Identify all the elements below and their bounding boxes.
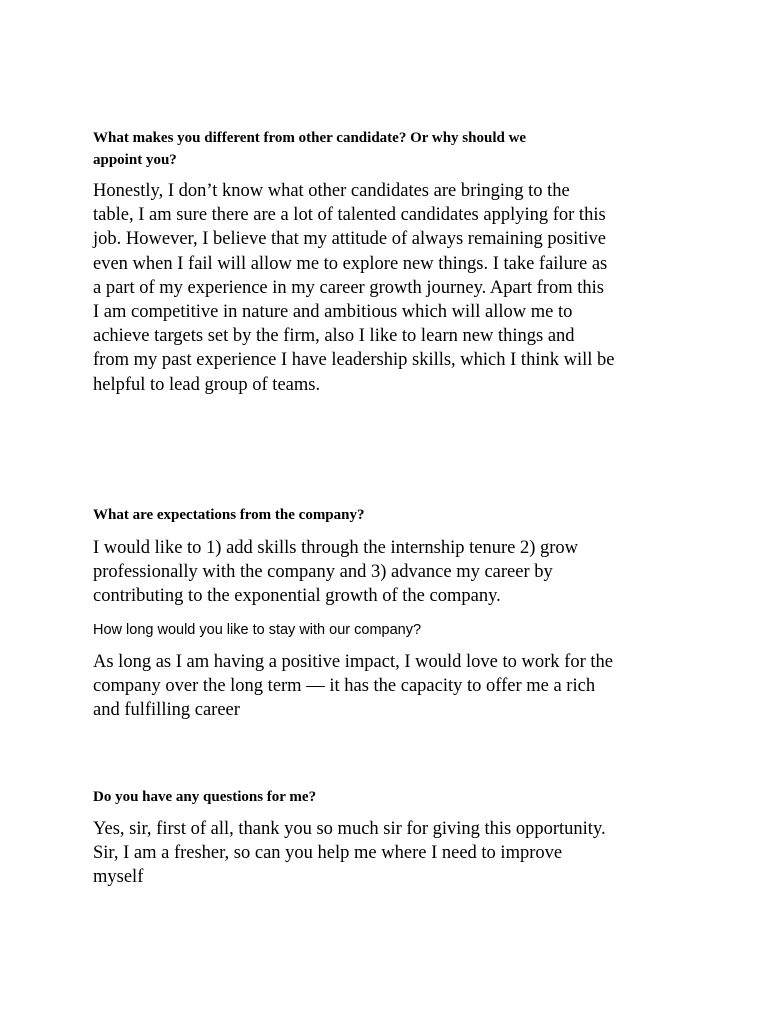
answer-4-line-3: myself bbox=[93, 867, 144, 888]
answer-2-line-1: I would like to 1) add skills through the internship tenure 2) grow bbox=[93, 538, 579, 558]
question-1 bbox=[93, 127, 693, 171]
answer-3-line-1: As long as I am having a positive impact, I would love to work for the bbox=[93, 652, 613, 672]
answer-1-line-1: Honestly, I don’t know what other candidates are bringing to the bbox=[93, 181, 570, 201]
answer-1-line-2: table, I am sure there are a lot of talented candidates applying for this bbox=[93, 205, 606, 226]
answer-1-line-6: I am competitive in nature and ambitious which will allow me to bbox=[93, 302, 573, 323]
question-1-line-1: What makes you different from other candidate? Or why should we bbox=[93, 130, 527, 146]
answer-1 bbox=[93, 179, 693, 397]
question-2 bbox=[93, 504, 693, 526]
question-1-line-2: appoint you? bbox=[93, 152, 177, 168]
answer-1-line-7: achieve targets set by the firm, also I like to learn new things and bbox=[93, 326, 575, 347]
question-4-line-1: Do you have any questions for me? bbox=[93, 789, 317, 805]
answer-2-line-3: contributing to the exponential growth of the company. bbox=[93, 586, 501, 607]
answer-1-line-9: helpful to lead group of teams. bbox=[93, 374, 321, 395]
answer-2 bbox=[93, 536, 693, 609]
answer-4-line-2: Sir, I am a fresher, so can you help me where I need to improve bbox=[93, 843, 563, 864]
question-3-line-1: How long would you like to stay with our company? bbox=[93, 622, 422, 638]
question-3 bbox=[93, 619, 693, 641]
question-4 bbox=[93, 786, 693, 808]
answer-1-line-8: from my past experience I have leadership skills, which I think will be bbox=[93, 350, 615, 371]
answer-1-line-3: job. However, I believe that my attitude of always remaining positive bbox=[93, 229, 607, 250]
answer-1-line-4: even when I fail will allow me to explore new things. I take failure as bbox=[93, 253, 608, 274]
answer-1-line-5: a part of my experience in my career growth journey. Apart from this bbox=[93, 277, 604, 298]
answer-3 bbox=[93, 650, 693, 723]
answer-4-line-1: Yes, sir, first of all, thank you so much sir for giving this opportunity. bbox=[93, 819, 606, 839]
question-2-line-1: What are expectations from the company? bbox=[93, 507, 365, 523]
answer-3-line-2: company over the long term — it has the capacity to offer me a rich bbox=[93, 676, 596, 697]
answer-4 bbox=[93, 817, 693, 890]
answer-2-line-2: professionally with the company and 3) advance my career by bbox=[93, 562, 553, 583]
answer-3-line-3: and fulfilling career bbox=[93, 700, 240, 721]
